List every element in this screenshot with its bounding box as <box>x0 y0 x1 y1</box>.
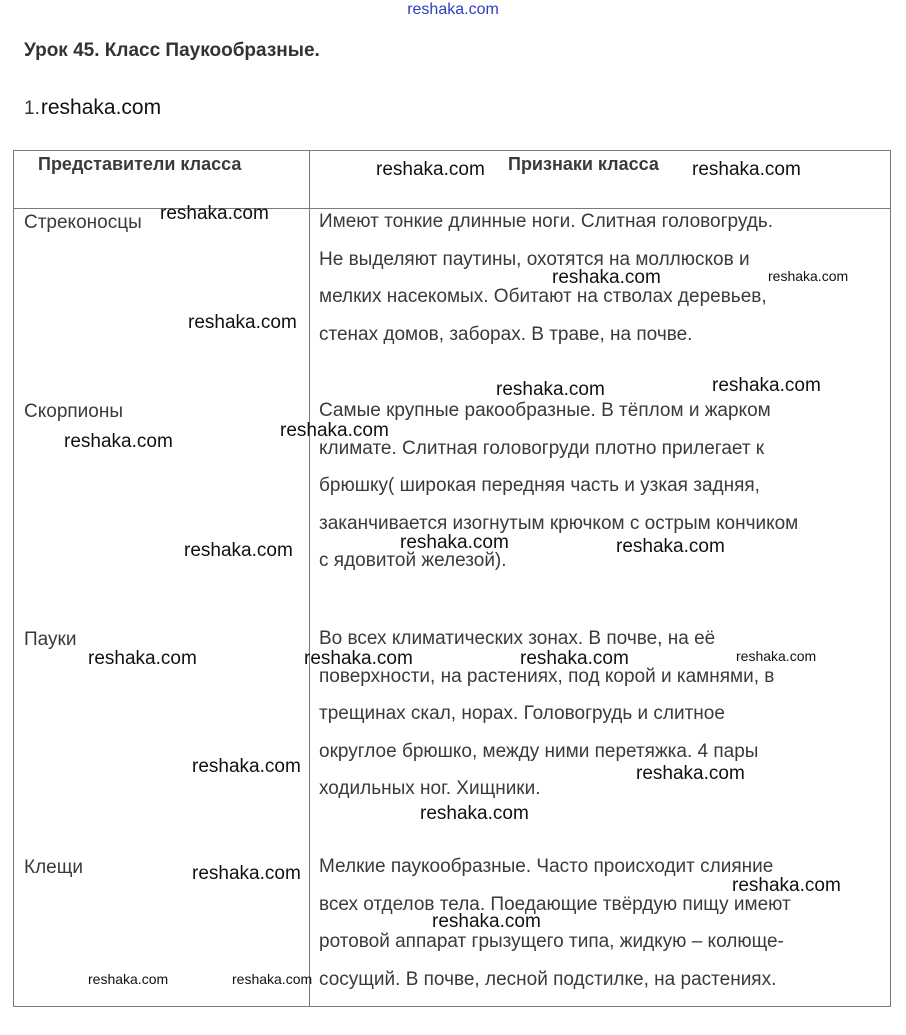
row-representative-scorpions: Скорпионы <box>24 401 123 422</box>
row-representative-spiders: Пауки <box>24 629 77 650</box>
watermark: reshaka.com <box>692 159 801 180</box>
row-representative-ticks: Клещи <box>24 857 83 878</box>
watermark: reshaka.com <box>520 648 629 669</box>
watermark: reshaka.com <box>192 756 301 777</box>
watermark: reshaka.com <box>304 648 413 669</box>
watermark: reshaka.com <box>88 648 197 669</box>
table-border-left <box>13 150 14 1007</box>
feature-line: округлое брюшко, между ними перетяжка. 4 пары <box>319 740 759 762</box>
watermark: reshaka.com <box>188 312 297 333</box>
watermark: reshaka.com <box>232 971 313 987</box>
watermark: reshaka.com <box>736 648 817 664</box>
feature-line: всех отделов тела. Поедающие твёрдую пищу имеют <box>319 893 791 915</box>
feature-line: Самые крупные ракообразные. В тёплом и жарком <box>319 400 771 421</box>
feature-line: Имеют тонкие длинные ноги. Слитная головогрудь. <box>319 211 773 232</box>
watermark: reshaka.com <box>376 159 485 180</box>
top-watermark-link[interactable]: reshaka.com <box>407 1 499 18</box>
feature-line: Не выделяют паутины, охотятся на моллюсков и <box>319 248 750 270</box>
feature-line: с ядовитой железой). <box>319 550 507 572</box>
feature-line: трещинах скал, норах. Головогрудь и слитное <box>319 703 725 725</box>
page-title: Урок 45. Класс Паукообразные. <box>24 40 320 61</box>
watermark: reshaka.com <box>280 420 389 441</box>
watermark: reshaka.com <box>400 532 509 553</box>
feature-line: мелких насекомых. Обитают на стволах деревьев, <box>319 286 767 308</box>
table-column-divider <box>309 150 310 1007</box>
feature-line: поверхности, на растениях, под корой и камнями, в <box>319 665 775 687</box>
watermark: reshaka.com <box>192 863 301 884</box>
task-number-label: 1. <box>24 98 40 119</box>
header-features: Признаки класса <box>508 154 659 174</box>
watermark: reshaka.com <box>432 911 541 932</box>
feature-line: Мелкие паукообразные. Часто происходит слияние <box>319 856 774 877</box>
feature-line: стенах домов, заборах. В траве, на почве. <box>319 323 693 345</box>
watermark: reshaka.com <box>64 431 173 452</box>
table-border-right <box>890 150 891 1007</box>
task-watermark: reshaka.com <box>40 96 162 119</box>
watermark: reshaka.com <box>496 379 605 400</box>
task-number <box>24 96 161 120</box>
watermark: reshaka.com <box>88 971 169 987</box>
watermark: reshaka.com <box>732 875 841 896</box>
watermark: reshaka.com <box>420 803 529 824</box>
watermark: reshaka.com <box>768 268 849 284</box>
feature-line: ротовой аппарат грызущего типа, жидкую – колюще- <box>319 931 784 953</box>
watermark: reshaka.com <box>552 267 661 288</box>
watermark: reshaka.com <box>160 203 269 224</box>
header-representatives: Представители класса <box>38 154 242 174</box>
watermark: reshaka.com <box>712 375 821 396</box>
feature-line: климате. Слитная головогруди плотно прилегает к <box>319 437 765 459</box>
row-features-ticks <box>319 848 885 998</box>
feature-line: Во всех климатических зонах. В почве, на её <box>319 628 716 649</box>
table-border-bottom <box>13 1006 891 1007</box>
feature-line: сосущий. В почве, лесной подстилке, на растениях. <box>319 968 777 990</box>
feature-line: заканчивается изогнутым крючком с острым кончиком <box>319 512 799 534</box>
row-representative-strekonostsy: Стреконосцы <box>24 212 142 233</box>
table-border-top <box>13 150 891 151</box>
feature-line: брюшку( широкая передняя часть и узкая задняя, <box>319 475 760 497</box>
feature-line: ходильных ног. Хищники. <box>319 778 541 800</box>
watermark: reshaka.com <box>184 540 293 561</box>
watermark: reshaka.com <box>616 536 725 557</box>
watermark: reshaka.com <box>636 763 745 784</box>
